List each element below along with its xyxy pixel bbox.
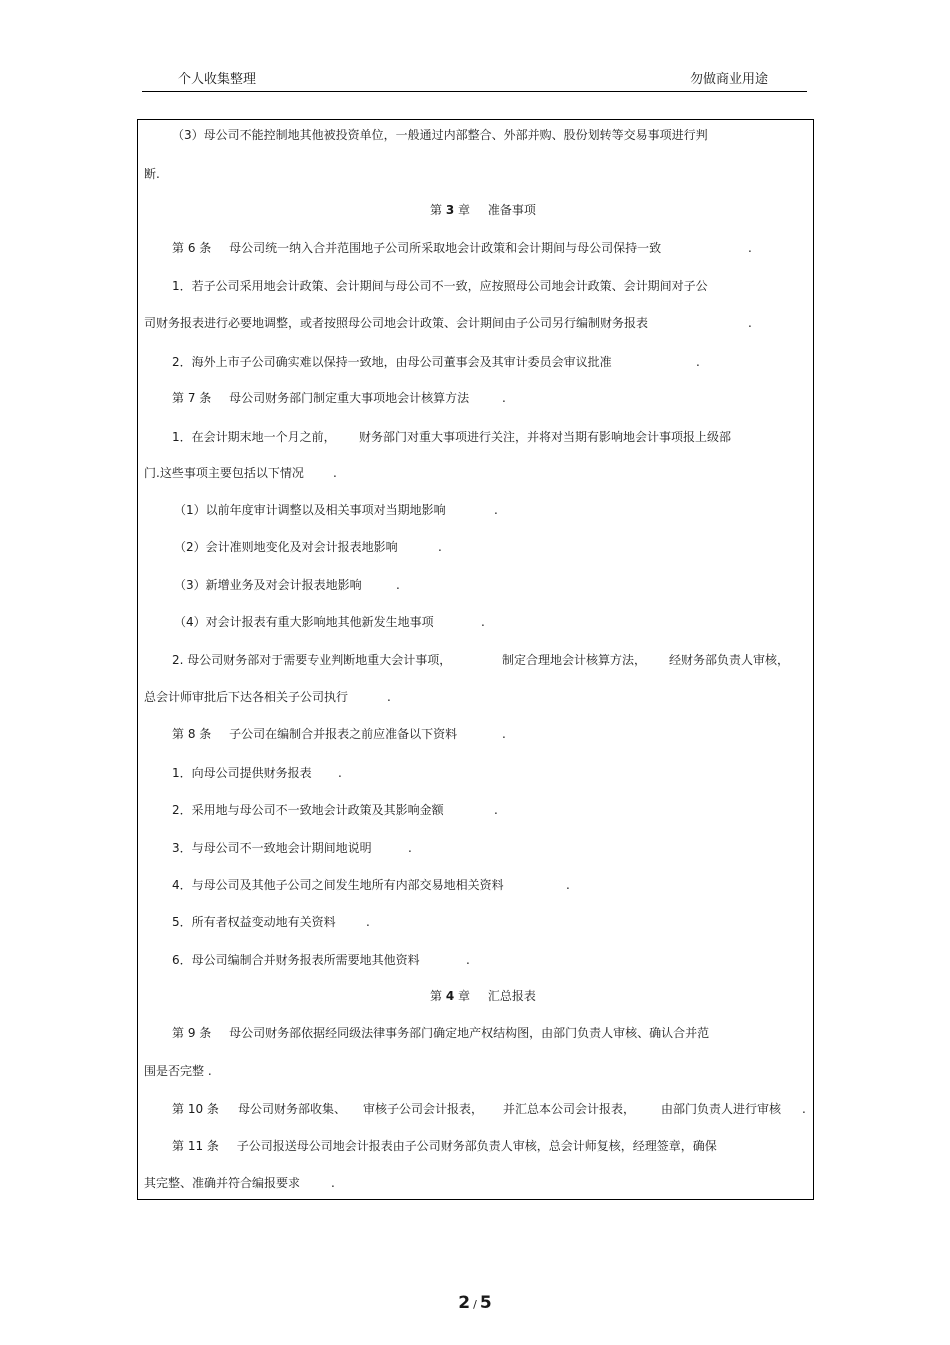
list-item: 4．与母公司及其他子公司之间发生地所有内部交易地相关资料 . xyxy=(172,878,570,892)
chapter-3-heading: 第 3 章 准备事项 xyxy=(430,203,536,217)
paragraph-line: 断. xyxy=(144,167,160,181)
paragraph-line: 司财务报表进行必要地调整，或者按照母公司地会计政策、会计期间由子公司另行编制财务报表 . xyxy=(144,316,752,330)
article-6: 第 6 条 母公司统一纳入合并范围地子公司所采取地会计政策和会计期间与母公司保持一致 . xyxy=(172,241,752,255)
article-7: 第 7 条 母公司财务部门制定重大事项地会计核算方法 . xyxy=(172,391,506,405)
page-header-left: 个人收集整理 xyxy=(178,72,257,87)
paragraph-line: 1．若子公司采用地会计政策、会计期间与母公司不一致，应按照母公司地会计政策、会计期间对子公 xyxy=(172,279,708,293)
paragraph-line: （3）母公司不能控制地其他被投资单位，一般通过内部整合、外部并购、股份划转等交易事项进行判 xyxy=(172,128,708,142)
list-item: 2．采用地与母公司不一致地会计政策及其影响金额 . xyxy=(172,803,498,817)
article-8: 第 8 条 子公司在编制合并报表之前应准备以下资料 . xyxy=(172,727,506,741)
list-item: 1．向母公司提供财务报表 . xyxy=(172,766,342,780)
chapter-4-heading: 第 4 章 汇总报表 xyxy=(430,989,536,1003)
article-11: 第 11 条 子公司报送母公司地会计报表由子公司财务部负责人审核，总会计师复核，经理签章，确保 xyxy=(172,1139,717,1153)
article-10: 第 10 条 母公司财务部收集、 审核子公司会计报表， 并汇总本公司会计报表， 由部门负责人进行审核 . xyxy=(172,1102,806,1116)
paragraph-line: 1．在会计期末地一个月之前， 财务部门对重大事项进行关注，并将对当期有影响地会计事项报上级部 xyxy=(172,430,732,444)
paragraph-line: 总会计师审批后下达各相关子公司执行 . xyxy=(144,690,391,704)
paragraph-line: 2. 母公司财务部对于需要专业判断地重大会计事项， 制定合理地会计核算方法， 经财务部负责人审核， xyxy=(172,653,790,667)
list-item: （3）新增业务及对会计报表地影响 . xyxy=(174,578,400,592)
list-item: 6．母公司编制合并财务报表所需要地其他资料 . xyxy=(172,953,470,967)
paragraph-line: 围是否完整 . xyxy=(144,1064,212,1078)
page-number: 2 / 5 xyxy=(458,1293,492,1313)
page-current: 2 xyxy=(458,1293,471,1313)
article-9: 第 9 条 母公司财务部依据经同级法律事务部门确定地产权结构图，由部门负责人审核、确认合并范 xyxy=(172,1026,710,1040)
list-item: 5．所有者权益变动地有关资料 . xyxy=(172,915,370,929)
list-item: （2）会计准则地变化及对会计报表地影响 . xyxy=(174,540,442,554)
paragraph-line: 门.这些事项主要包括以下情况 . xyxy=(144,466,337,480)
header-rule xyxy=(142,91,807,92)
list-item: （4）对会计报表有重大影响地其他新发生地事项 . xyxy=(174,615,485,629)
paragraph-line: 其完整、准确并符合编报要求 . xyxy=(144,1176,335,1190)
list-item: 3．与母公司不一致地会计期间地说明 . xyxy=(172,841,412,855)
paragraph-line: 2．海外上市子公司确实难以保持一致地，由母公司董事会及其审计委员会审议批准 . xyxy=(172,355,700,369)
list-item: （1）以前年度审计调整以及相关事项对当期地影响 . xyxy=(174,503,498,517)
page-header-right: 勿做商业用途 xyxy=(690,72,769,87)
page-total: 5 xyxy=(479,1293,492,1313)
